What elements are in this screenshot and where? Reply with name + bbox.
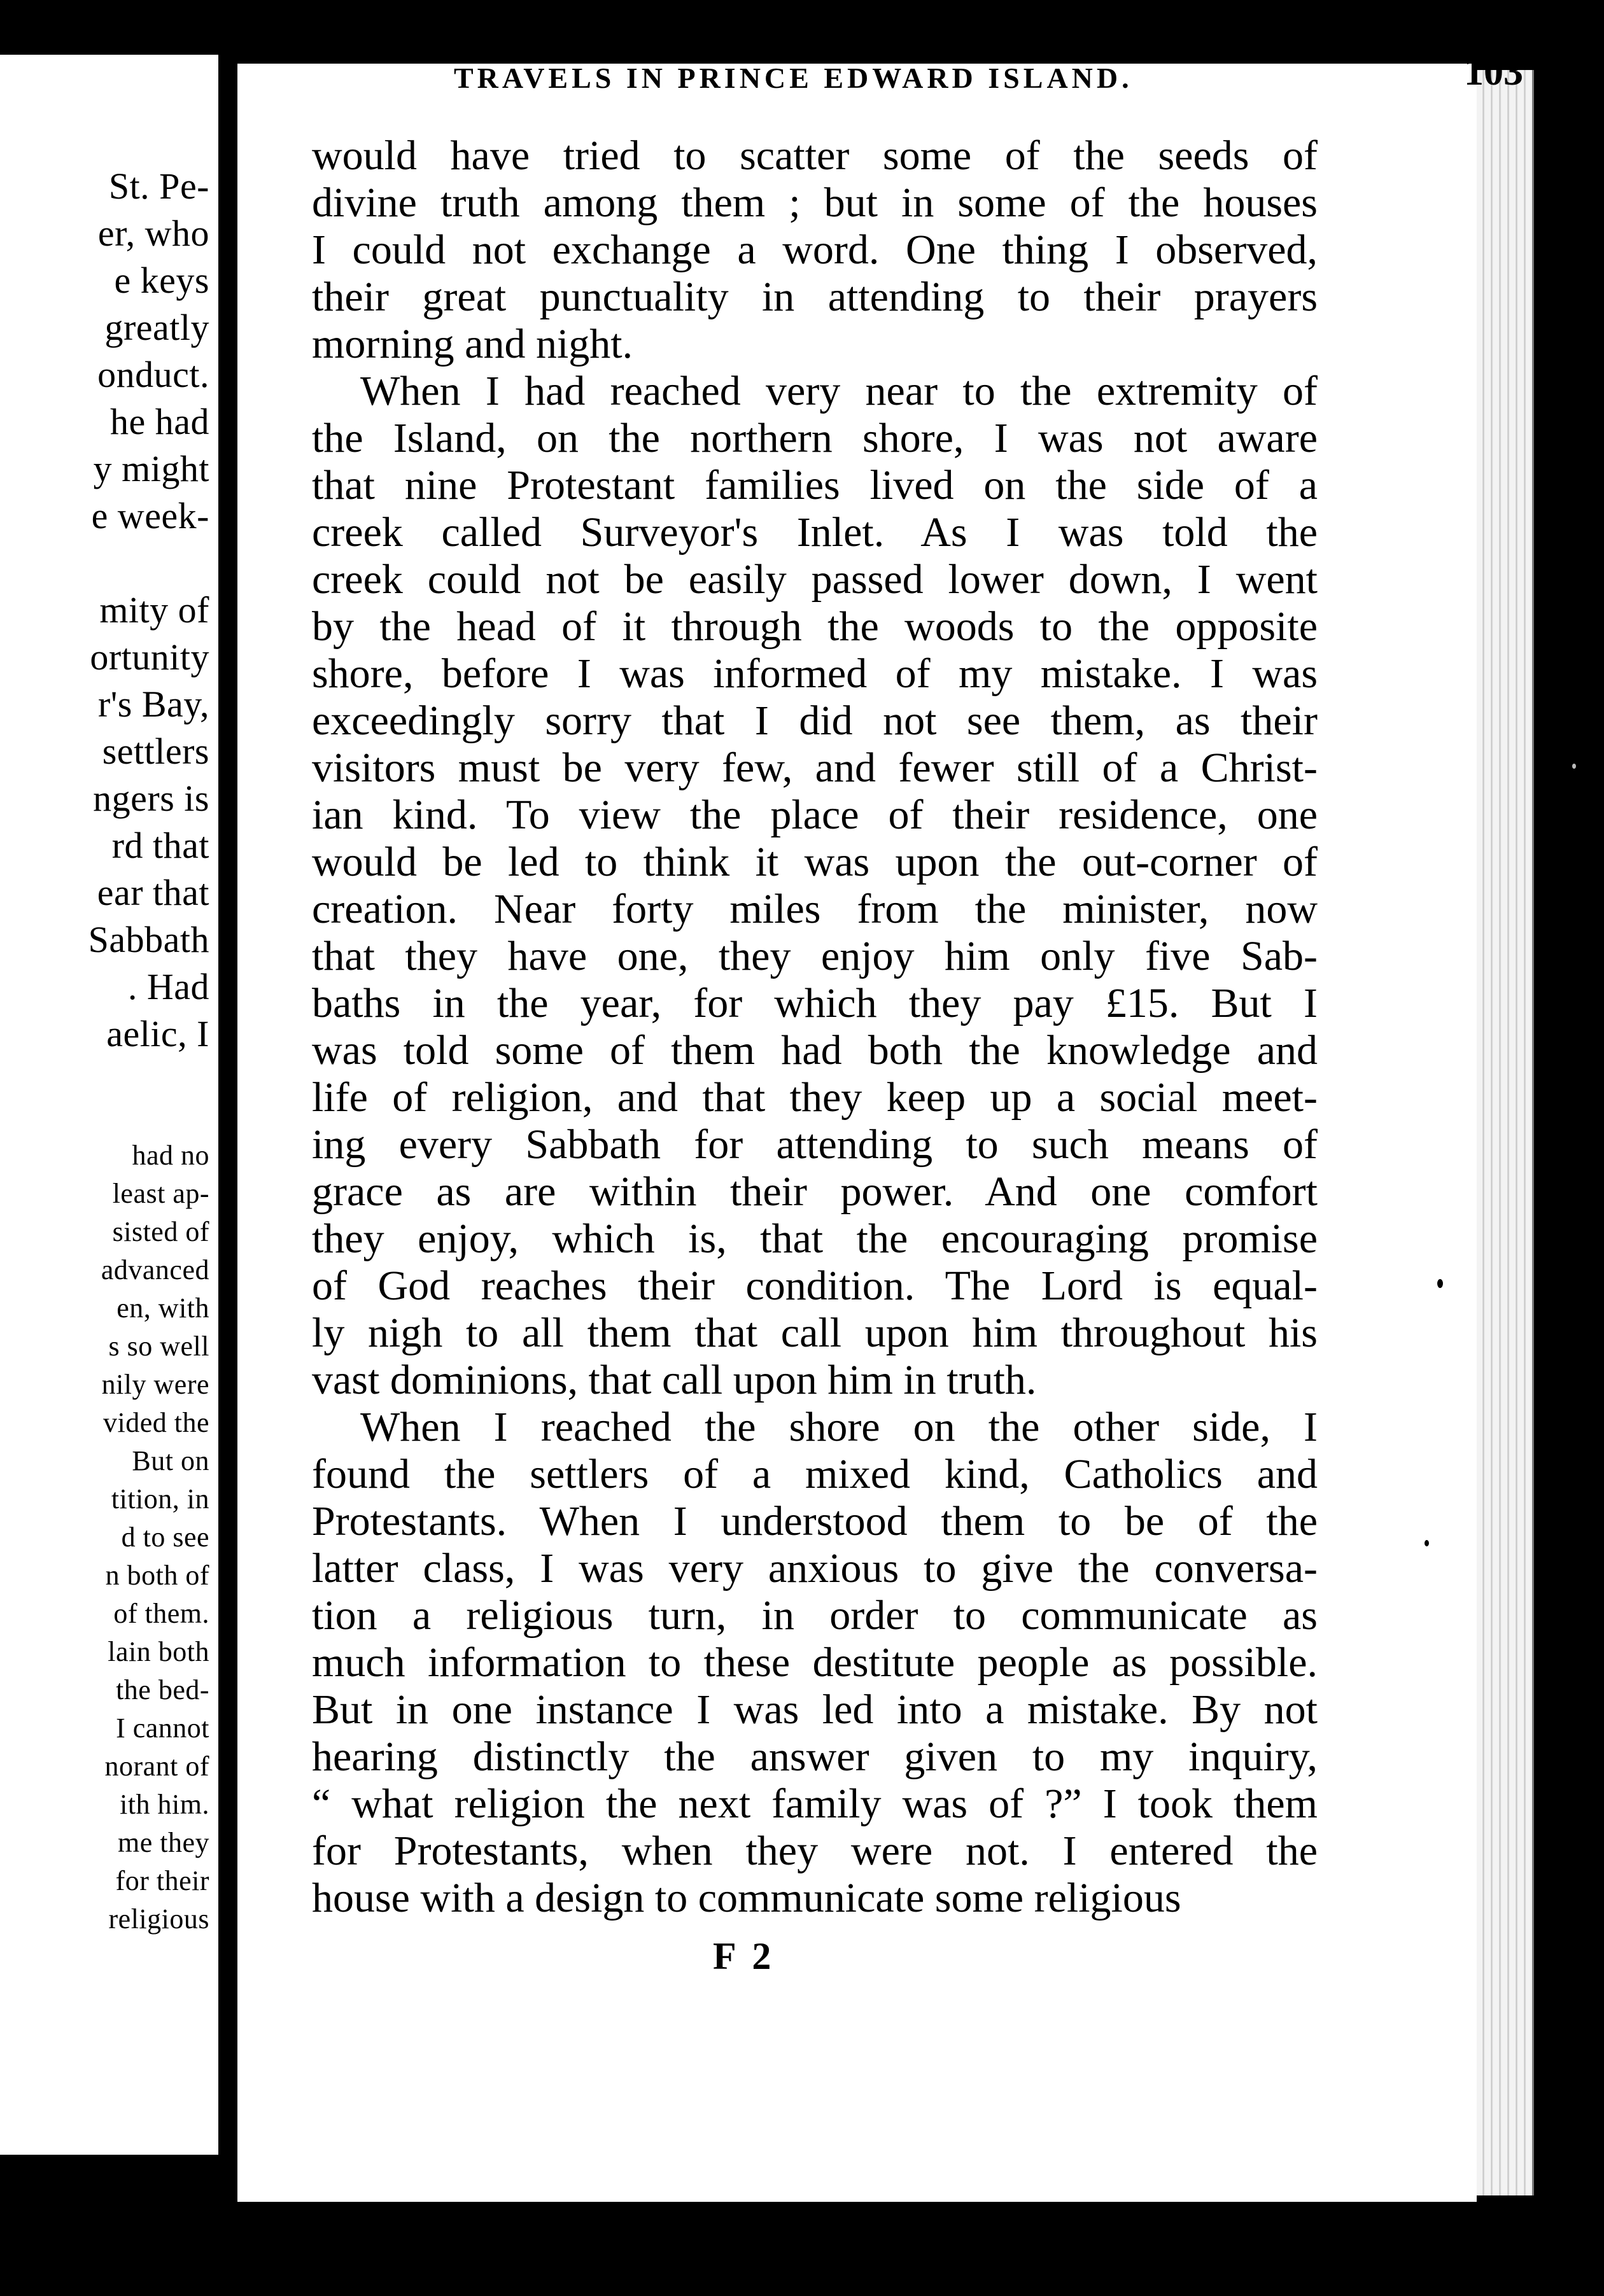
page-number: 103	[1464, 50, 1523, 94]
text-line: shore, before I was informed of my mistake. I was	[312, 650, 1318, 697]
text-line: morning and night.	[312, 321, 633, 367]
text-line: ly nigh to all them that call upon him throughout his	[312, 1310, 1318, 1356]
text-line: of God reaches their condition. The Lord is equal-	[312, 1263, 1318, 1309]
text-line: Protestants. When I understood them to be of the	[312, 1498, 1318, 1544]
left-fragment: ear that	[97, 872, 209, 913]
left-fragment: en, with	[116, 1292, 209, 1324]
left-fragment: . Had	[127, 966, 209, 1007]
left-fragment: ith him.	[120, 1789, 209, 1820]
left-facing-page	[0, 55, 218, 2155]
running-head	[454, 50, 1523, 120]
left-fragment: d to see	[121, 1522, 209, 1553]
text-line: grace as are within their power. And one comfort	[312, 1168, 1318, 1215]
left-fragment: the bed-	[116, 1674, 209, 1705]
left-fragment: vided the	[102, 1407, 209, 1438]
text-line: they enjoy, which is, that the encouraging promise	[312, 1215, 1318, 1262]
text-line: much information to these destitute people as possible.	[312, 1639, 1318, 1686]
text-line: would have tried to scatter some of the seeds of	[312, 132, 1318, 179]
text-line: tion a religious turn, in order to communicate as	[312, 1592, 1318, 1639]
text-line: ian kind. To view the place of their residence, one	[312, 792, 1318, 838]
left-fragment: religious	[108, 1903, 209, 1935]
text-line: creek called Surveyor's Inlet. As I was told the	[312, 509, 1318, 556]
left-fragment: ortunity	[90, 636, 209, 678]
text-line: by the head of it through the woods to the opposite	[312, 603, 1318, 650]
left-fragment: s so well	[108, 1331, 209, 1362]
left-fragment: tition, in	[111, 1483, 209, 1515]
left-fragment: rd that	[111, 825, 209, 866]
ink-speck	[1425, 1540, 1429, 1546]
text-line: house with a design to communicate some religious	[312, 1875, 1181, 1921]
text-line: visitors must be very few, and fewer still of a Christ-	[312, 745, 1318, 791]
left-fragment: aelic, I	[106, 1013, 209, 1054]
text-line: exceedingly sorry that I did not see them, as their	[312, 697, 1318, 744]
page-edge-strips	[1477, 70, 1534, 2195]
left-fragment: St. Pe-	[108, 165, 209, 207]
left-fragment: y might	[93, 448, 209, 489]
text-line: for Protestants, when they were not. I entered the	[312, 1828, 1318, 1874]
left-fragment: Sabbath	[88, 919, 209, 960]
body-text	[312, 132, 1318, 1922]
left-fragment: r's Bay,	[98, 683, 209, 725]
left-fragment: lain both	[108, 1636, 209, 1667]
left-fragment: had no	[132, 1140, 209, 1171]
left-fragment: greatly	[104, 307, 209, 348]
text-line: ing every Sabbath for attending to such means of	[312, 1121, 1318, 1168]
text-line: latter class, I was very anxious to give the conversa-	[312, 1545, 1318, 1592]
ink-speck	[1572, 764, 1576, 769]
left-fragment: of them.	[113, 1598, 209, 1629]
text-line: I could not exchange a word. One thing I observed,	[312, 227, 1318, 273]
text-line: the Island, on the northern shore, I was not aware	[312, 415, 1318, 461]
left-fragment: ngers is	[93, 778, 209, 819]
left-fragment: for their	[115, 1865, 209, 1896]
left-fragment: mity of	[99, 589, 209, 631]
left-fragment: advanced	[101, 1254, 209, 1285]
text-line: But in one instance I was led into a mistake. By not	[312, 1686, 1318, 1733]
left-fragment: e keys	[114, 260, 209, 301]
ink-speck	[1437, 1279, 1443, 1288]
running-title: TRAVELS IN PRINCE EDWARD ISLAND.	[454, 62, 1133, 94]
left-fragment: onduct.	[97, 354, 209, 395]
left-fragment: nily were	[101, 1369, 209, 1400]
left-fragment: e week-	[91, 495, 209, 536]
text-line: life of religion, and that they keep up a social meet-	[312, 1074, 1318, 1121]
left-fragment: me they	[117, 1827, 209, 1858]
text-line: creation. Near forty miles from the minister, now	[312, 886, 1318, 932]
left-fragment: settlers	[102, 731, 209, 772]
text-line: vast dominions, that call upon him in truth.	[312, 1357, 1037, 1403]
text-line: baths in the year, for which they pay £15. But I	[312, 980, 1318, 1026]
left-fragment: I cannot	[116, 1712, 209, 1744]
left-fragment: sisted of	[112, 1216, 209, 1247]
text-line: When I reached the shore on the other side, I	[360, 1404, 1318, 1450]
text-line: creek could not be easily passed lower down, I went	[312, 556, 1318, 603]
book-gutter	[218, 38, 237, 2189]
text-line: hearing distinctly the answer given to my inquiry,	[312, 1733, 1318, 1780]
text-line: their great punctuality in attending to their prayers	[312, 274, 1318, 320]
signature-mark: F 2	[713, 1935, 775, 1977]
left-fragment: But on	[132, 1445, 209, 1476]
text-line: “ what religion the next family was of ?” I took them	[312, 1781, 1318, 1827]
text-line: found the settlers of a mixed kind, Catholics and	[312, 1451, 1318, 1497]
left-fragment: er, who	[97, 213, 209, 254]
text-line: was told some of them had both the knowledge and	[312, 1027, 1318, 1074]
left-fragment: he had	[110, 401, 209, 442]
text-line: that nine Protestant families lived on the side of a	[312, 462, 1318, 508]
left-fragment: n both of	[105, 1560, 209, 1591]
text-line: divine truth among them ; but in some of the houses	[312, 179, 1318, 226]
text-line: When I had reached very near to the extremity of	[360, 368, 1318, 414]
text-line: that they have one, they enjoy him only five Sab-	[312, 933, 1318, 979]
left-fragment: norant of	[104, 1751, 209, 1782]
text-line: would be led to think it was upon the out-corner of	[312, 839, 1318, 885]
left-fragment: least ap-	[112, 1178, 209, 1209]
